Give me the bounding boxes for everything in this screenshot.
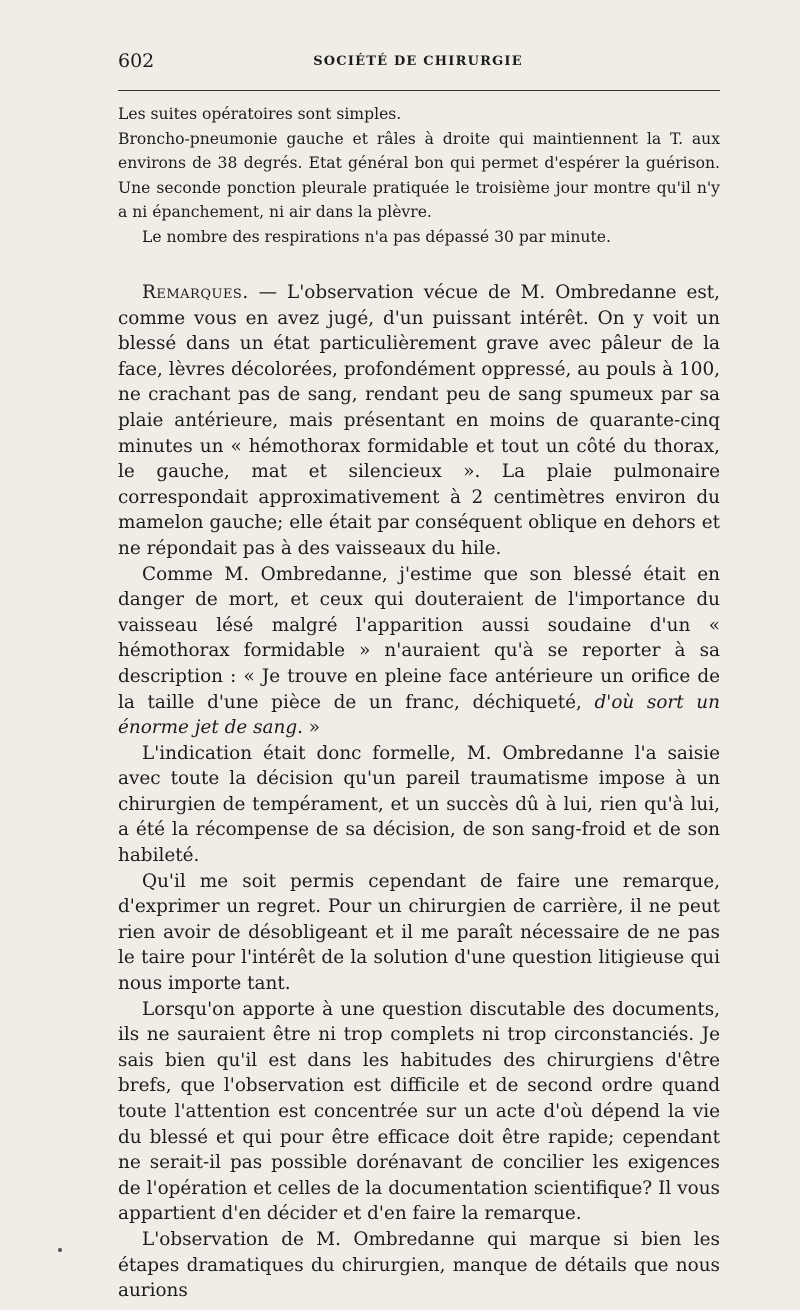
running-title: SOCIÉTÉ DE CHIRURGIE [313, 54, 523, 69]
header-rule [118, 90, 720, 91]
case-note-line: Les suites opératoires sont simples. [118, 105, 402, 123]
remarks-paragraph-3: L'indication était donc formelle, M. Ombredanne l'a saisie avec toute la décision qu'un pareil traumatisme impose à un chirurgien de tempérament, et un succès dû à lui, rien qu'à lui, a été la récompense de sa décision, de son sang-froid et de son habileté. [118, 742, 720, 867]
remarks-paragraph-6: L'observation de M. Ombredanne qui marque si bien les étapes dramatiques du chirurgien, manque de détails que nous aurions [118, 1228, 720, 1302]
remarks-paragraph-4: Qu'il me soit permis cependant de faire une remarque, d'exprimer un regret. Pour un chirurgien de carrière, il ne peut rien avoir de désobligeant et il me paraît nécessaire de ne pas le taire pour l'intérêt de la solution d'une question litigieuse qui nous importe tant. [118, 870, 720, 995]
remarks-paragraph-1-body: — L'observation vécue de M. Ombredanne est, comme vous en avez jugé, d'un puissant intérêt. On y voit un blessé dans un état particulièrement grave avec pâleur de la face, lèvres décolorées, profondément oppressé, au pouls à 100, ne crachant pas de sang, rendant peu de sang spumeux par sa plaie antérieure, mais présentant en moins de quarante-cinq minutes un « hémothorax formidable et tout un côté du thorax, le gauche, mat et silencieux ». La plaie pulmonaire correspondait approximativement à 2 centimètres environ du mamelon gauche; elle était par conséquent oblique en dehors et ne répondait pas à des vaisseaux du hile. [118, 282, 720, 559]
remarks-section [118, 280, 720, 1304]
quoted-italic-phrase: d'où sort un énorme jet de sang. [118, 691, 720, 739]
ink-speck [58, 1248, 62, 1252]
case-note-paragraph: Broncho-pneumonie gauche et râles à droite qui maintiennent la T. aux environs de 38 degrés. Etat général bon qui permet d'espérer la guérison. Une seconde ponction pleurale pratiquée le troisième jour montre qu'il n'y a ni épanchement, ni air dans la plèvre. [118, 129, 720, 221]
remarks-label: Remarques. [142, 282, 249, 303]
case-note-line: Le nombre des respirations n'a pas dépassé 30 par minute. [142, 227, 611, 246]
remarks-paragraph-2-body: Comme M. Ombredanne, j'estime que son blessé était en danger de mort, et ceux qui douteraient de l'importance du vaisseau lésé malgré l'apparition aussi soudaine d'un « hémothorax formidable » n'auraient qu'à se reporter à sa description : « Je trouve en pleine face antérieure un orifice de la taille d'une pièce de un franc, déchiqueté, [118, 563, 720, 713]
remarks-paragraph-2-end: » [302, 717, 321, 739]
remarks-paragraph-2 [118, 562, 720, 741]
remarks-paragraph-1 [118, 280, 720, 562]
remarks-paragraph-5: Lorsqu'on apporte à une question discutable des documents, ils ne sauraient être ni trop complets ni trop circonstanciés. Je sais bien qu'il est dans les habitudes des chirurgiens d'être brefs, que l'observation est difficile et de second ordre quand toute l'attention est concentrée sur un acte d'où dépend la vie du blessé et qui pour être efficace doit être rapide; cependant ne serait-il pas possible dorénavant de concilier les exigences de l'opération et celles de la documentation scientifique? Il vous appartient d'en décider et d'en faire la remarque. [118, 998, 720, 1225]
case-notes [118, 102, 720, 249]
page-header [118, 50, 718, 76]
page-number: 602 [118, 50, 155, 72]
